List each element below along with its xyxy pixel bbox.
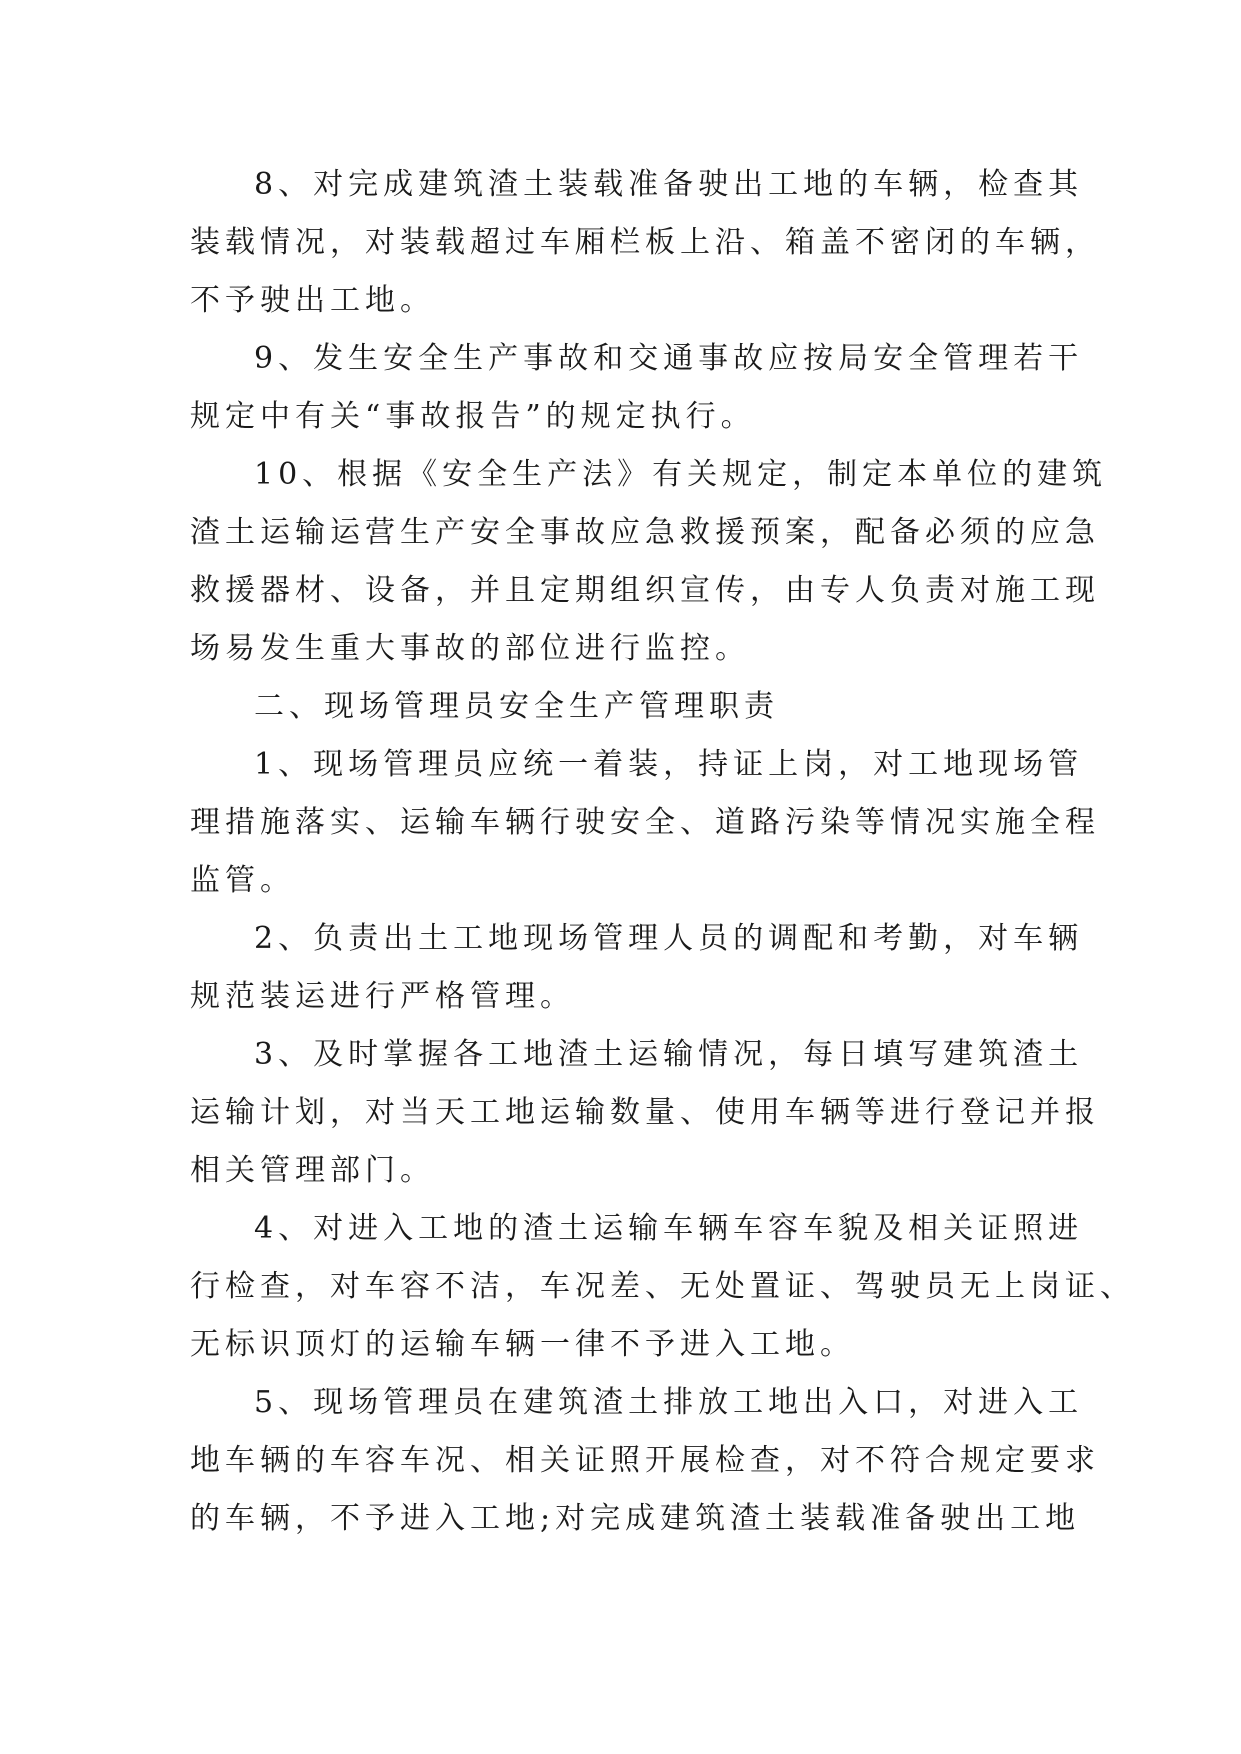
- item-3-line-1: 3、及时掌握各工地渣土运输情况，每日填写建筑渣土: [254, 1037, 1084, 1072]
- item-4-line-1: 4、对进入工地的渣土运输车辆车容车貌及相关证照进: [254, 1211, 1084, 1246]
- paragraph-9-line-1: 9、发生安全生产事故和交通事故应按局安全管理若干: [254, 341, 1084, 376]
- paragraph-10-line-1: 10、根据《安全生产法》有关规定，制定本单位的建筑: [254, 457, 1108, 492]
- paragraph-9-line-2: 规定中有关“事故报告”的规定执行。: [190, 399, 756, 434]
- item-5-line-3: 的车辆，不予进入工地;对完成建筑渣土装载准备驶出工地: [190, 1501, 1081, 1536]
- paragraph-8-line-3: 不予驶出工地。: [190, 283, 435, 318]
- item-3-line-3: 相关管理部门。: [190, 1153, 435, 1188]
- item-5-line-2: 地车辆的车容车况、相关证照开展检查，对不符合规定要求: [190, 1443, 1100, 1478]
- document-body: [190, 156, 1135, 1548]
- item-1-line-3: 监管。: [190, 863, 295, 898]
- item-5-line-1: 5、现场管理员在建筑渣土排放工地出入口，对进入工: [254, 1385, 1084, 1420]
- paragraph-10-line-4: 场易发生重大事故的部位进行监控。: [190, 631, 750, 666]
- item-2-line-1: 2、负责出土工地现场管理人员的调配和考勤，对车辆: [254, 921, 1084, 956]
- item-3-line-2: 运输计划，对当天工地运输数量、使用车辆等进行登记并报: [190, 1095, 1100, 1130]
- paragraph-8-line-2: 装载情况，对装载超过车厢栏板上沿、箱盖不密闭的车辆，: [190, 225, 1100, 260]
- paragraph-10-line-3: 救援器材、设备，并且定期组织宣传，由专人负责对施工现: [190, 573, 1100, 608]
- item-1-line-1: 1、现场管理员应统一着装，持证上岗，对工地现场管: [254, 747, 1084, 782]
- item-4-line-3: 无标识顶灯的运输车辆一律不予进入工地。: [190, 1327, 855, 1362]
- paragraph-8-line-1: 8、对完成建筑渣土装载准备驶出工地的车辆，检查其: [254, 167, 1084, 202]
- item-4-line-2: 行检查，对车容不洁，车况差、无处置证、驾驶员无上岗证、: [190, 1269, 1135, 1304]
- item-1-line-2: 理措施落实、运输车辆行驶安全、道路污染等情况实施全程: [190, 805, 1100, 840]
- item-2-line-2: 规范装运进行严格管理。: [190, 979, 575, 1014]
- paragraph-10-line-2: 渣土运输运营生产安全事故应急救援预案，配备必须的应急: [190, 515, 1100, 550]
- section-heading: 二、现场管理员安全生产管理职责: [254, 689, 779, 724]
